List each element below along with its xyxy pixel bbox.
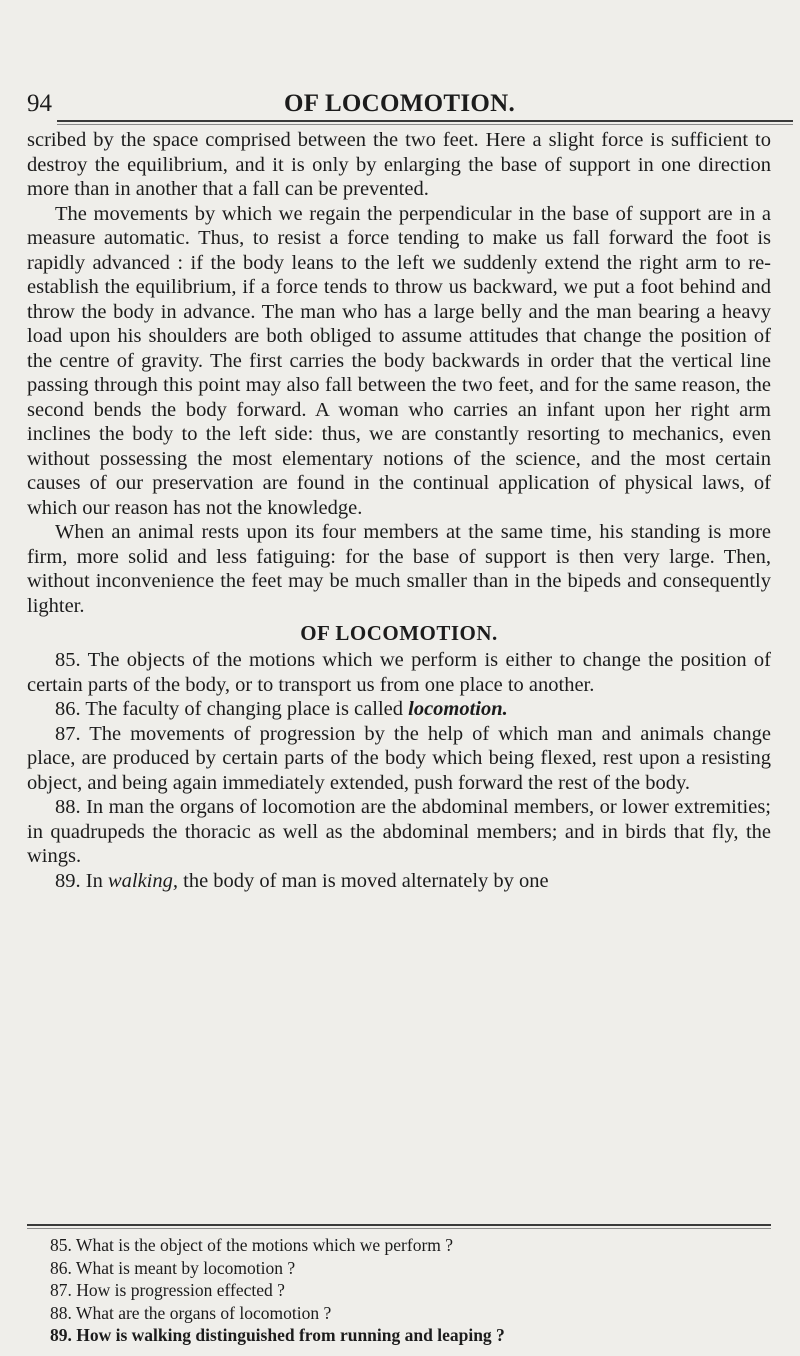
paragraph-88: 88. In man the organs of locomotion are the abdominal members, or lower extremities; in quadrupeds the thoracic as well as the abdominal members; and in birds that fly, the wings. [27,796,771,867]
question-88: 88. What are the organs of locomotion ? [50,1302,332,1323]
paragraph-86 [27,697,771,722]
paragraph-animal-standing: When an animal rests upon its four members at the same time, his standing is more firm, more solid and less fatiguing: for the base of support is then very large. Then, without inconvenience the feet may be much smaller than in the bipeds and consequently lighter. [27,521,771,617]
question-86: 86. What is meant by locomotion ? [50,1257,296,1278]
header-rule [57,120,793,122]
paragraph-perpendicular: The movements by which we regain the perpendicular in the base of support are in a measure automatic. Thus, to resist a force tending to make us fall forward the foot is rapidly advanced : if the body leans to the left we suddenly extend the right arm to re-establish the equilibrium, if a force tends to throw us backward, we put a foot behind and throw the body in advance. The man who has a large belly and the man bearing a heavy load upon his shoulders are both obliged to assume attitudes that change the position of the centre of gravity. The first carries the body backwards in order that the vertical line passing through this point may also fall between the two feet, and for the same reason, the second bends the body forward. A woman who carries an infant upon her right arm inclines the body to the left side: thus, we are constantly resorting to mechanics, even without possessing the most elementary notions of the science, and the most certain causes of our preservation are found in the continual application of physical laws, of which our reason has not the knowledge. [27,202,771,519]
section-heading: OF LOCOMOTION. [300,621,498,645]
questions-rule [27,1224,771,1226]
questions-rule-thin [27,1228,771,1229]
paragraph-86-text: 86. The faculty of changing place is called [55,698,409,720]
question-85: 85. What is the object of the motions which we perform ? [50,1235,454,1255]
page-number: 94 [27,90,52,117]
question-89: 89. How is walking distinguished from running and leaping ? [50,1325,505,1345]
paragraph-87: 87. The movements of progression by the help of which man and animals change place, are produced by certain parts of the body which being flexed, rest upon a resisting object, and being again immediately extended, push forward the rest of the body. [27,722,771,794]
question-87: 87. How is progression effected ? [50,1280,285,1300]
paragraph-89-start: 89. In [55,869,108,892]
page-header [27,90,771,120]
study-questions [50,1234,770,1347]
paragraph-89-end: the body of man is moved alternately by one [178,869,549,892]
running-head: OF LOCOMOTION. [284,90,516,117]
term-locomotion: locomotion. [408,698,508,720]
header-rule-thin [57,124,793,125]
paragraph-89 [27,869,771,894]
paragraph-continued: scribed by the space comprised between the two feet. Here a slight force is sufficient to destroy the equilibrium, and it is only by enlarging the base of support in one direction more than in another that a fall can be prevented. [27,129,771,200]
body-text [27,128,771,893]
paragraph-85: 85. The objects of the motions which we perform is either to change the position of certain parts of the body, or to transport us from one place to another. [27,649,771,696]
term-walking: walking, [107,869,178,892]
